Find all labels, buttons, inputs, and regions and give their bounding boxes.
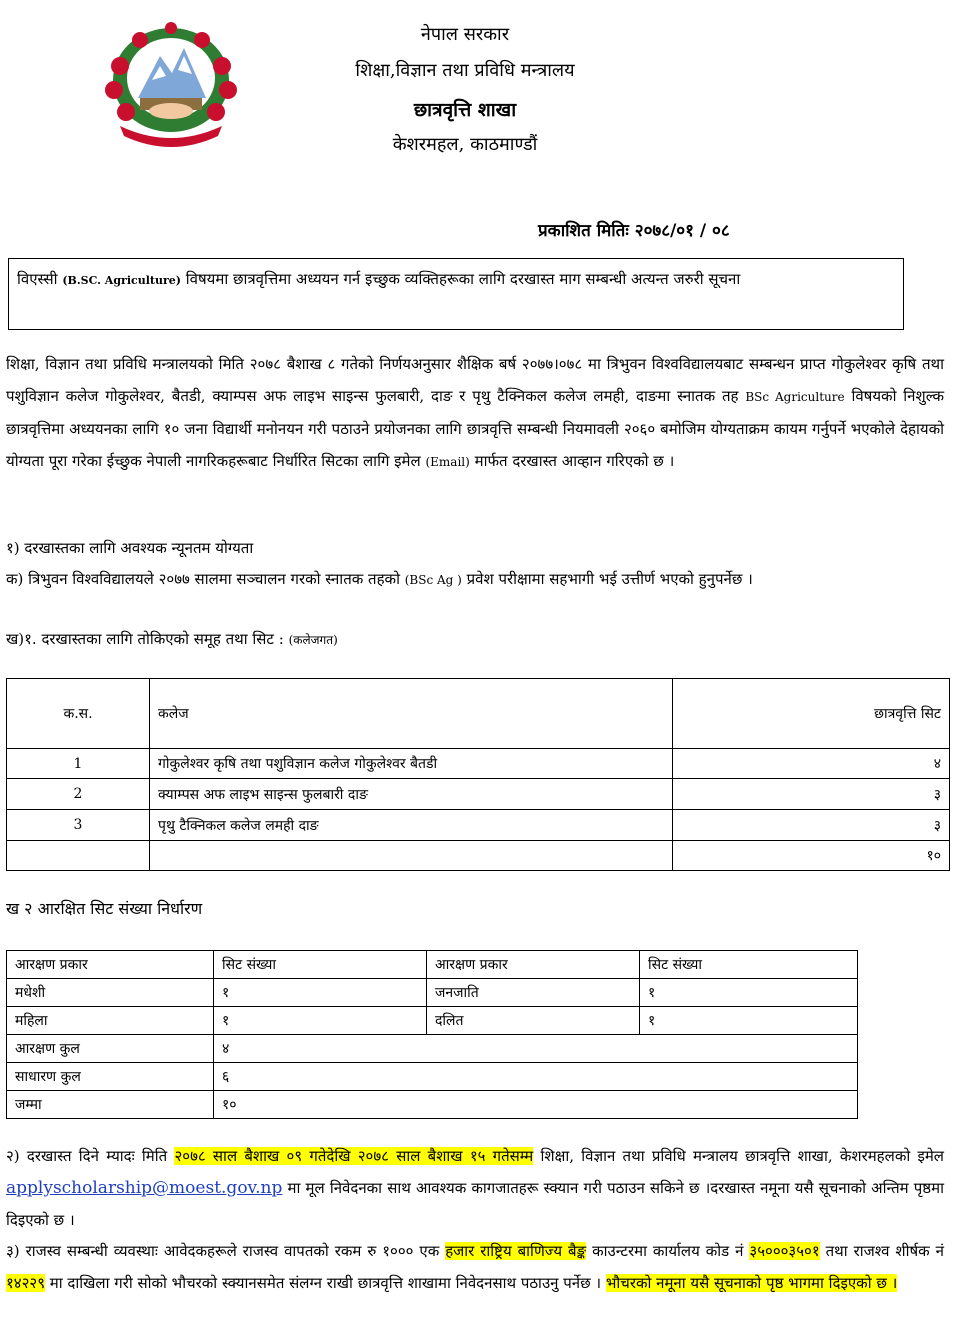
table-cell: मधेशी (7, 979, 214, 1007)
email-link[interactable]: applyscholarship@moest.gov.np (6, 1178, 283, 1198)
published-label: प्रकाशित मितिः (538, 221, 629, 241)
table-row (7, 1007, 858, 1035)
section3-text-4: मा दाखिला गरी सोको भौचरको स्क्यानसमेत संलग्न राखी छात्रवृत्ति शाखामा निवेदनसाथ पठाउनु पर्नेछ । (49, 1274, 602, 1292)
table-cell (150, 841, 673, 871)
table-cell: ६ (214, 1063, 858, 1091)
table-cell: १० (214, 1091, 858, 1119)
reservation-table (6, 950, 858, 1119)
header-cell: आरक्षण प्रकार (7, 951, 214, 979)
table-cell: पृथु टैक्निकल कलेज लमही दाङ (150, 810, 673, 841)
table-cell: १ (214, 979, 427, 1007)
table-header-row (7, 679, 950, 749)
table-cell: ३ (673, 810, 950, 841)
header-cell: सिट संख्या (214, 951, 427, 979)
table-row (7, 1063, 858, 1091)
bank-highlight: हजार राष्ट्रिय बाणिज्य बैङ्क (445, 1242, 587, 1260)
ka-text-1: क) त्रिभुवन विश्वविद्यालयले २०७७ सालमा सञ्चालन गरको स्नातक तहको (6, 570, 400, 588)
table-cell: १ (640, 1007, 858, 1035)
table-row (7, 979, 858, 1007)
header-cell: कलेज (150, 679, 673, 749)
office-code-highlight: ३५०००३५०१ (749, 1242, 820, 1260)
intro-text-1: शिक्षा, विज्ञान तथा प्रविधि मन्त्रालयको मिति २०७८ बैशाख ८ गतेको निर्णयअनुसार शैक्षिक बर्ष २०७७।०७८ मा त्रिभुवन विश्वविद्यालयबाट सम्बन्धन प्राप्त गोकुलेश्वर कृषि तथा पशुविज्ञान कलेज गोकुलेश्वर, बैतडी, क्याम्पस अफ लाइभ साइन्स फुलबारी, दाङ र पृथु टैक्निकल कलेज लमही, दाङमा स्नातक तह (6, 355, 944, 405)
section1-ka (6, 563, 944, 596)
section3-paragraph (6, 1235, 944, 1299)
table-total-row (7, 841, 950, 871)
table-cell: ४ (214, 1035, 858, 1063)
table-cell: 3 (7, 810, 150, 841)
header-cell: छात्रवृत्ति सिट (673, 679, 950, 749)
intro-text-2: BSc Agriculture (745, 390, 845, 404)
section3-text-1: ३) राजस्व सम्बन्धी व्यवस्थाः आवेदकहरूले राजस्व वापतको रकम रु १००० एक (6, 1242, 440, 1260)
table-cell: क्याम्पस अफ लाइभ साइन्स फुलबारी दाङ (150, 779, 673, 810)
kha1-text-1: ख)१. दरखास्तका लागि तोकिएको समूह तथा सिट : (6, 630, 284, 648)
intro-text-3: विषयको निशुल्क छात्रवृत्तिमा अध्ययनका लागि १० जना विद्यार्थी मनोनयन गरी पठाउने प्रयोजनका लागि छात्रवृत्ति सम्बन्धी नियमावली २०६० बमोजिम योग्यताक्रम कायम गर्नुपर्ने भएकोले देहायको योग्यता पूरा गरेका ईच्छुक नेपाली नागरिकहरूबाट निर्धारित सिटका लागि इमेल (6, 387, 944, 470)
ka-text-2: (BSc Ag ) (404, 573, 462, 587)
header-address: केशरमहल, काठमाण्डौं (392, 134, 538, 155)
total-cell: १० (673, 841, 950, 871)
ka-text-3: प्रवेश परीक्षामा सहभागी भई उत्तीर्ण भएको हुनुपर्नेछ । (466, 570, 753, 588)
table-cell: जम्मा (7, 1091, 214, 1119)
table-cell: ४ (673, 749, 950, 779)
table-cell: आरक्षण कुल (7, 1035, 214, 1063)
table-cell: जनजाति (427, 979, 640, 1007)
section2-text-1: २) दरखास्त दिने म्यादः मिति (6, 1147, 168, 1165)
section-kha2-title: ख २ आरक्षित सिट संख्या निर्धारण (6, 899, 203, 918)
header-section: छात्रवृत्ति शाखा (413, 99, 517, 121)
table-cell: १ (214, 1007, 427, 1035)
notice-subject-box (8, 258, 904, 330)
nepal-emblem-icon (100, 18, 242, 148)
section3-text-3: तथा राजश्व शीर्षक नं (825, 1242, 944, 1260)
voucher-note-highlight: भौचरको नमूना यसै सूचनाको पृष्ठ भागमा दिइएको छ । (605, 1274, 898, 1292)
header-ministry: शिक्षा,विज्ञान तथा प्रविधि मन्त्रालय (355, 60, 575, 81)
published-date (538, 218, 730, 241)
header-cell: आरक्षण प्रकार (427, 951, 640, 979)
deadline-highlight: २०७८ साल बैशाख ०९ गतेदेखि २०७८ साल बैशाख १५ गतेसम्म (174, 1147, 534, 1165)
published-value: २०७८/०१ / ०८ (634, 221, 730, 241)
section3-text-2: काउन्टरमा कार्यालय कोड नं (592, 1242, 744, 1260)
intro-paragraph (6, 348, 944, 478)
table-cell: दलित (427, 1007, 640, 1035)
table-row (7, 749, 950, 779)
table-cell: महिला (7, 1007, 214, 1035)
table-cell: साधारण कुल (7, 1063, 214, 1091)
table-cell: ३ (673, 779, 950, 810)
section1-kha1 (6, 624, 338, 655)
subject-text: विएस्सी (17, 270, 58, 288)
kha1-text-2: (कलेजगत) (288, 633, 338, 647)
subject-text-rest: विषयमा छात्रवृत्तिमा अध्ययन गर्न इच्छुक व्यक्तिहरूका लागि दरखास्त माग सम्बन्धी अत्यन्त जरुरी सूचना (185, 270, 741, 288)
table-cell: गोकुलेश्वर कृषि तथा पशुविज्ञान कलेज गोकुलेश्वर बैतडी (150, 749, 673, 779)
header-cell: सिट संख्या (640, 951, 858, 979)
table-row (7, 810, 950, 841)
colleges-table (6, 678, 950, 871)
table-cell (7, 841, 150, 871)
table-cell: 2 (7, 779, 150, 810)
section1-title: १) दरखास्तका लागि अवश्यक न्यूनतम योग्यता (6, 539, 254, 557)
section2-text-2: शिक्षा, विज्ञान तथा प्रविधि मन्त्रालय छात्रवृत्ति शाखा, केशरमहलको इमेल (540, 1147, 944, 1165)
table-row (7, 1091, 858, 1119)
table-row (7, 779, 950, 810)
table-cell: 1 (7, 749, 150, 779)
revenue-code-highlight: १४२२९ (6, 1274, 46, 1292)
section2-text-3: मा मूल निवेदनका साथ आवश्यक कागजातहरू स्क्यान गरी पठाउन सकिने छ ।दरखास्त नमूना यसै सूचनाको अन्तिम पृष्ठमा दिइएको छ । (6, 1179, 944, 1229)
section2-paragraph (6, 1140, 944, 1236)
subject-text-english: (B.SC. Agriculture) (62, 274, 181, 287)
intro-text-5: मार्फत दरखास्त आव्हान गरिएको छ । (474, 452, 675, 470)
header-government: नेपाल सरकार (420, 24, 510, 45)
intro-text-4: (Email) (425, 455, 470, 469)
table-row (7, 1035, 858, 1063)
header-cell: क.स. (7, 679, 150, 749)
table-cell: १ (640, 979, 858, 1007)
table-header-row (7, 951, 858, 979)
